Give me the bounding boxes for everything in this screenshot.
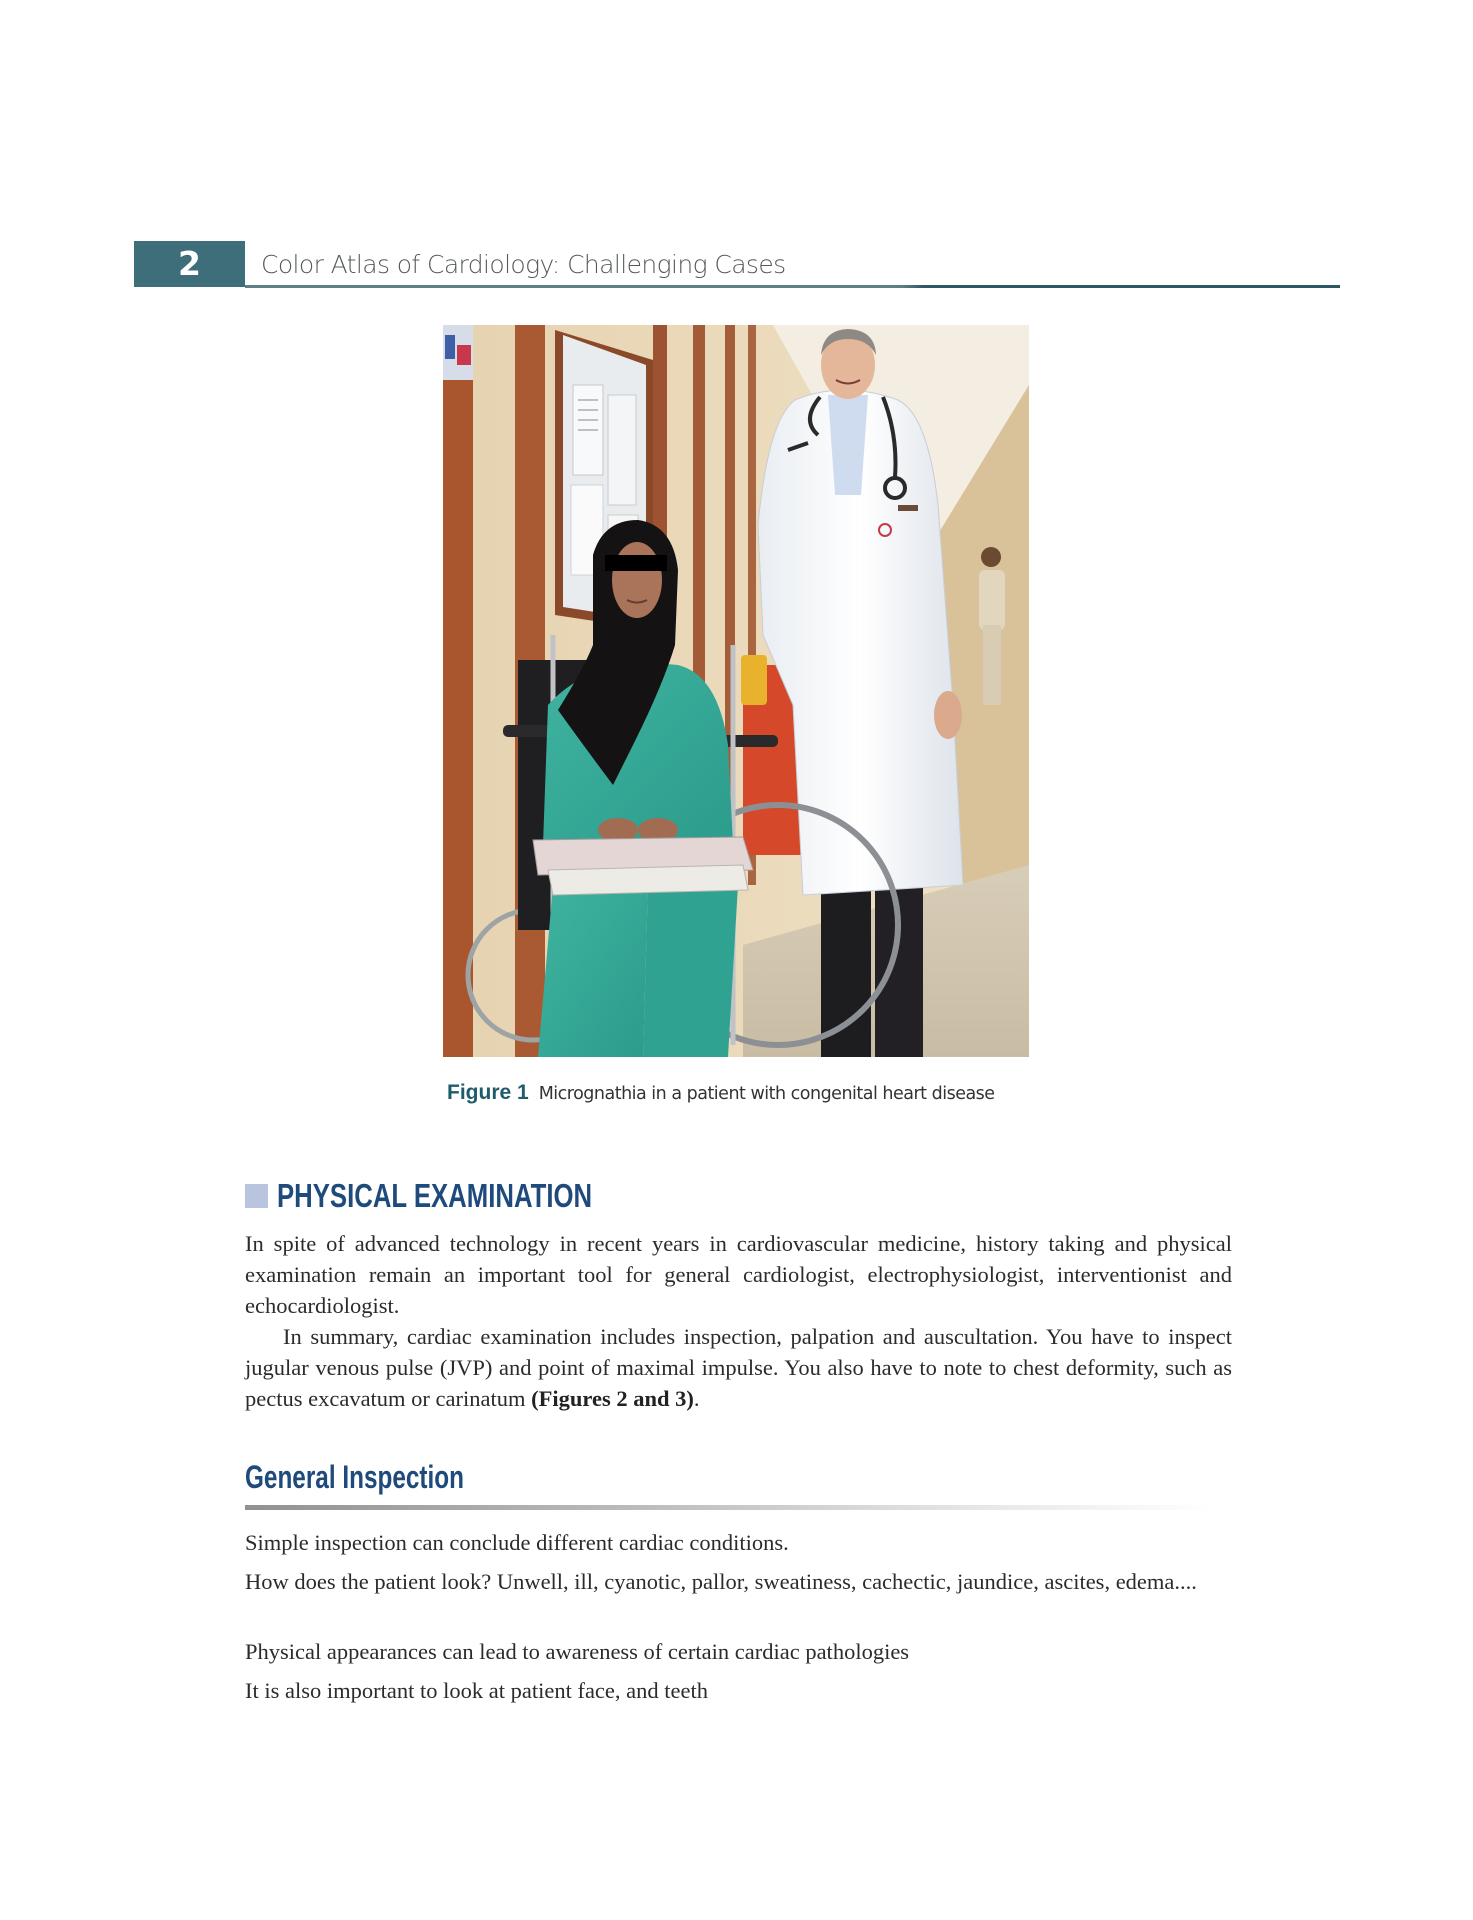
body-paragraph [245,1321,1232,1414]
running-header-title: Color Atlas of Cardiology: Challenging Cases [261,250,786,279]
body-paragraph: In spite of advanced technology in recent years in cardiovascular medicine, history taking and physical examination remain an important tool for general cardiologist, electrophysiologist, interventionist and echocardiologist. [245,1231,1232,1318]
section-heading: PHYSICAL EXAMINATION [277,1177,593,1214]
figure-photo [443,325,1029,1057]
poster [457,345,471,365]
yellow-bottle [741,655,767,705]
header-rule [245,285,1340,288]
subsection-heading: General Inspection [245,1459,464,1495]
body-line: Physical appearances can lead to awareness of certain cardiac pathologies [245,1639,910,1664]
section-marker-square [245,1184,268,1208]
photo-illustration [443,325,1029,1057]
figure-label: Figure 1 [447,1081,529,1104]
poster [445,335,455,359]
privacy-bar [605,555,667,571]
body-line: Simple inspection can conclude different cardiac conditions. [245,1530,789,1555]
body-line: It is also important to look at patient face, and teeth [245,1678,708,1703]
figure-caption [447,1078,1047,1108]
paragraph-text: In summary, cardiac examination includes inspection, palpation and auscultation. You have to inspect jugular venous pulse (JVP) and point of maximal impulse. You also have to note to chest deformity, such as pectus excavatum or carinatum [245,1324,1232,1411]
page-number: 2 [134,241,245,287]
subsection-rule [245,1505,1215,1510]
figure-reference: (Figures 2 and 3) [531,1386,694,1411]
body-line: How does the patient look? Unwell, ill, cyanotic, pallor, sweatiness, cachectic, jaundice, ascites, edema.... [245,1569,1197,1594]
paragraph-end: . [693,1386,700,1411]
figure-caption-text: Micrognathia in a patient with congenital heart disease [538,1084,995,1104]
